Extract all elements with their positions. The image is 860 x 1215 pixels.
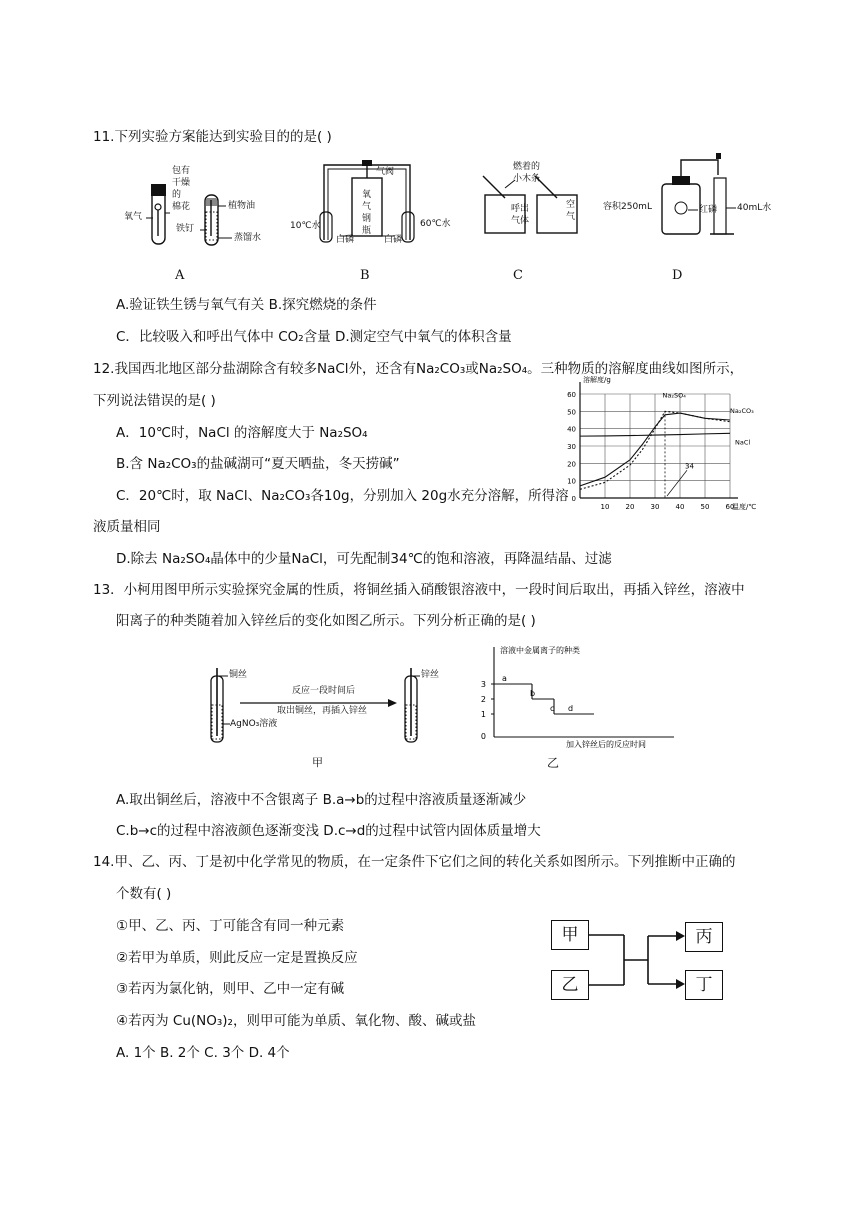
q12-option-d: D.除去 Na₂SO₄晶体中的少量NaCl，可先配制34℃的饱和溶液，再降温结晶、过滤 — [116, 551, 612, 567]
label-volume: 容积250mL — [603, 202, 652, 212]
label-water: 蒸馏水 — [234, 233, 262, 243]
q12-option-b: B.含 Na₂CO₃的盐碱湖可“夏天晒盐，冬天捞碱” — [116, 456, 400, 472]
label-exhaled-1: 呼出 — [511, 204, 530, 214]
q11-stem: 11.下列实验方案能达到实验目的的是( ) — [93, 129, 332, 145]
point-label-b: b — [530, 689, 536, 698]
label-oxygen-1: 氧 — [362, 190, 372, 200]
series-label: Na₂SO₄ — [662, 391, 686, 400]
arrow-head-ding — [676, 979, 685, 989]
q14-statement-3: ③若丙为氯化钠，则甲、乙中一定有碱 — [116, 981, 345, 997]
point-label-c: c — [550, 704, 555, 713]
q13-stem-1: 13．小柯用图甲所示实验探究金属的性质，将铜丝插入硝酸银溶液中，一段时间后取出，再插入锌丝，溶液中 — [93, 582, 745, 598]
x-tick-label: 50 — [700, 503, 710, 511]
x-tick-label: 20 — [625, 503, 635, 511]
label-he: 钢 — [362, 214, 372, 224]
q13-stem-2: 阳离子的种类随着加入锌丝后的变化如图乙所示。下列分析正确的是( ) — [116, 613, 536, 629]
y-tick-label: 40 — [567, 425, 576, 434]
y-tick-label: 50 — [567, 408, 576, 417]
ion-chart — [470, 645, 670, 749]
y-tick-label: 20 — [567, 460, 576, 469]
x-tick-label: 30 — [650, 503, 660, 511]
annotation-34: 34 — [685, 462, 694, 471]
q13-options-cd: C.b→c的过程中溶液颜色逐渐变浅 D.c→d的过程中试管内固体质量增大 — [116, 823, 541, 839]
label-white-p-1: 白磷 — [336, 235, 355, 245]
label-nail: 铁钉 — [176, 224, 195, 234]
caption-b: B — [360, 268, 370, 283]
point-label-a: a — [502, 674, 507, 683]
q14-options: A. 1个 B. 2个 C. 3个 D. 4个 — [116, 1045, 290, 1061]
y-tick-label: 0 — [480, 732, 486, 741]
label-red-p: 红磷 — [699, 205, 718, 215]
label-air-1: 空 — [566, 200, 576, 210]
label-white-p-2: 白磷 — [384, 235, 403, 245]
q12-option-c-2: 液质量相同 — [93, 519, 161, 535]
caption-yi: 乙 — [547, 756, 560, 770]
series-label: Na₂CO₃ — [730, 407, 754, 416]
q14-diagram-lines — [0, 0, 1, 1]
q13-options-ab: A.取出铜丝后，溶液中不含银离子 B.a→b的过程中溶液质量逐渐减少 — [116, 792, 527, 808]
caption-c: C — [513, 268, 523, 283]
series-label: NaCl — [735, 438, 751, 447]
y-tick-label: 30 — [567, 443, 576, 451]
caption-d: D — [672, 268, 683, 283]
x-tick-label: 40 — [675, 503, 685, 511]
y-axis-label: 溶液中金属离子的种类 — [500, 646, 580, 655]
q12-stem-2: 下列说法错误的是( ) — [93, 393, 216, 409]
box-jia: 甲 — [551, 920, 589, 950]
label-take-out: 取出铜丝，再插入锌丝 — [277, 706, 368, 716]
box-yi: 乙 — [551, 970, 589, 1000]
y-tick-label: 1 — [480, 710, 486, 719]
y-axis-label: 溶解度/g — [583, 376, 611, 384]
q14-statement-4: ④若丙为 Cu(NO₃)₂，则甲可能为单质、氧化物、酸、碱或盐 — [116, 1013, 476, 1029]
caption-a: A — [175, 268, 185, 283]
label-bao: 包有 — [172, 166, 191, 176]
y-tick-label: 0 — [571, 495, 576, 503]
label-10c-water: 10℃水 — [290, 221, 321, 231]
x-tick-label: 10 — [600, 503, 610, 511]
arrow-head-bing — [676, 931, 685, 941]
marker-34-leader — [667, 470, 687, 496]
y-tick-label: 3 — [480, 680, 486, 689]
q14-statement-1: ①甲、乙、丙、丁可能含有同一种元素 — [116, 918, 345, 934]
q14-stem-1: 14.甲、乙、丙、丁是初中化学常见的物质，在一定条件下它们之间的转化关系如图所示。下列推断中正确的 — [93, 854, 736, 870]
label-gan: 干燥 — [172, 178, 191, 188]
label-pin: 瓶 — [362, 226, 372, 236]
q12-stem-1: 12.我国西北地区部分盐湖除含有较多NaCl外，还含有Na₂CO₃或Na₂SO₄。三种物质的溶解度曲线如图所示， — [93, 361, 744, 377]
q12-option-c-1: C．20℃时，取 NaCl、Na₂CO₃各10g，分别加入 20g水充分溶解，所得溶 — [116, 488, 569, 504]
q14-stem-2: 个数有( ) — [116, 886, 172, 902]
label-air-2: 气 — [566, 212, 576, 222]
q11-options-ab: A.验证铁生锈与氧气有关 B.探究燃烧的条件 — [116, 297, 377, 313]
label-mian: 棉花 — [172, 202, 191, 212]
y-tick-label: 2 — [480, 695, 486, 704]
label-qifa: 气阀 — [376, 167, 395, 177]
box-bing: 丙 — [685, 922, 723, 952]
caption-jia: 甲 — [312, 756, 323, 769]
label-agno3: AgNO₃溶液 — [230, 719, 278, 729]
label-de: 的 — [172, 190, 182, 200]
solubility-chart — [560, 372, 760, 512]
y-tick-label: 60 — [567, 391, 576, 399]
box-ding: 丁 — [685, 970, 723, 1000]
label-exhaled-2: 气体 — [511, 216, 530, 226]
label-burning: 燃着的 — [513, 162, 541, 172]
q11-options-cd: C．比较吸入和呼出气体中 CO₂含量 D.测定空气中氧气的体积含量 — [116, 329, 512, 345]
label-stick: 小木条 — [513, 174, 541, 184]
q12-option-a: A．10℃时，NaCl 的溶解度大于 Na₂SO₄ — [116, 425, 368, 441]
label-zinc-wire: 锌丝 — [421, 670, 440, 680]
label-react: 反应一段时间后 — [292, 686, 356, 696]
x-axis-label: 加入锌丝后的反应时间 — [566, 740, 646, 749]
label-40ml-water: 40mL水 — [737, 203, 772, 213]
label-60c-water: 60℃水 — [420, 219, 451, 229]
x-axis-label: 温度/℃ — [732, 503, 757, 511]
label-yang: 氧气 — [124, 212, 143, 222]
label-oxygen-2: 气 — [362, 202, 372, 212]
label-copper-wire: 铜丝 — [229, 670, 248, 680]
x-tick-label: 60 — [725, 503, 735, 511]
q14-statement-2: ②若甲为单质，则此反应一定是置换反应 — [116, 950, 358, 966]
point-label-d: d — [568, 704, 574, 713]
label-oil: 植物油 — [228, 201, 256, 211]
y-tick-label: 10 — [567, 477, 576, 486]
